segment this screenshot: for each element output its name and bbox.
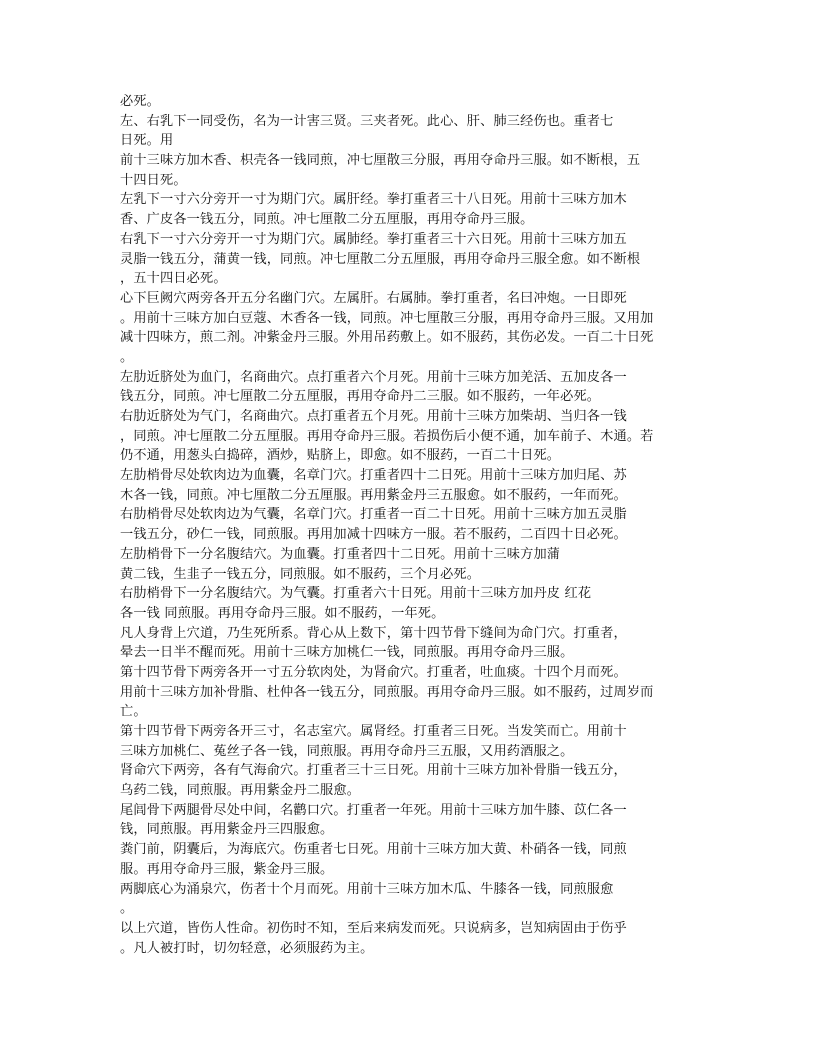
text-line: 减十四味方，煎二剂。冲紫金丹三服。外用吊药敷上。如不服药，其伤必发。一百二十日死 [120, 330, 654, 346]
text-line: 用前十三味方加补骨脂、杜仲各一钱五分，同煎服。再用夺命丹三服。如不服药，过周岁而 [120, 684, 654, 700]
text-line: 服。再用夺命丹三服，紫金丹三服。 [120, 861, 334, 877]
text-line: 粪门前，阴囊后，为海底穴。伤重者七日死。用前十三味方加大黄、朴硝各一钱，同煎 [120, 842, 627, 858]
text-line: 右肋梢骨尽处软肉边为气囊，名章门穴。打重者一百二十日死。用前十三味方加五灵脂 [120, 507, 627, 523]
text-line: 右肋梢骨下一分名腹结穴。为气囊。打重者六十日死。用前十三味方加丹皮 红花 [120, 586, 592, 602]
text-line: 仍不通，用葱头白捣碎，酒炒，贴脐上，即愈。如不服药，一百二十日死。 [120, 448, 561, 464]
text-line: 木各一钱，同煎。冲七厘散二分五厘服。再用紫金丹三五服愈。如不服药，一年而死。 [120, 487, 627, 503]
text-line: 左乳下一寸六分旁开一寸为期门穴。属肝经。拳打重者三十八日死。用前十三味方加木 [120, 192, 627, 208]
text-line: 钱五分，同煎。冲七厘散二分五厘服，再用夺命丹二三服。如不服药，一年必死。 [120, 389, 601, 405]
text-line: 凡人身背上穴道，乃生死所系。背心从上数下，第十四节骨下缝间为命门穴。打重者， [120, 625, 627, 641]
text-line: ，五十四日必死。 [120, 271, 227, 287]
text-line: 尾闾骨下两腿骨尽处中间，名鹳口穴。打重者一年死。用前十三味方加牛膝、苡仁各一 [120, 802, 627, 818]
text-line: 香、广皮各一钱五分，同煎。冲七厘散二分五厘服，再用夺命丹三服。 [120, 212, 534, 228]
text-line: ，同煎。冲七厘散二分五厘服。再用夺命丹三服。若损伤后小便不通，加车前子、木通。若 [120, 428, 654, 444]
text-line: 心下巨阙穴两旁各开五分名幽门穴。左属肝。右属肺。拳打重者，名曰冲炮。一日即死 [120, 290, 627, 306]
text-line: 十四日死。 [120, 172, 187, 188]
text-line: 灵脂一钱五分，蒲黄一钱，同煎。冲七厘散二分五厘服，再用夺命丹三服全愈。如不断根 [120, 251, 641, 267]
text-line: 左肋梢骨下一分名腹结穴。为血囊。打重者四十二日死。用前十三味方加蒲 [120, 546, 561, 562]
text-line: 黄二钱，生韭子一钱五分，同煎服。如不服药，三个月必死。 [120, 566, 481, 582]
text-line: 肾命穴下两旁，各有气海俞穴。打重者三十三日死。用前十三味方加补骨脂一钱五分， [120, 763, 627, 779]
text-line: 。用前十三味方加白豆蔻、木香各一钱，同煎。冲七厘散三分服，再用夺命丹三服。又用加 [120, 310, 654, 326]
text-line: 晕去一日半不醒而死。用前十三味方加桃仁一钱，同煎服。再用夺命丹三服。 [120, 645, 574, 661]
text-line: 以上穴道，皆伤人性命。初伤时不知，至后来病发而死。只说病多，岂知病固由于伤乎 [120, 920, 627, 936]
text-line: 两脚底心为涌泉穴，伤者十个月而死。用前十三味方加木瓜、牛膝各一钱，同煎服愈 [120, 881, 614, 897]
text-line: 左肋梢骨尽处软肉边为血囊，名章门穴。打重者四十二日死。用前十三味方加归尾、苏 [120, 468, 627, 484]
text-line: 乌药二钱，同煎服。再用紫金丹二服愈。 [120, 783, 361, 799]
text-line: 各一钱 同煎服。再用夺命丹三服。如不服药，一年死。 [120, 605, 445, 621]
text-line: 第十四节骨下两旁各开三寸，名志室穴。属肾经。打重者三日死。当发笑而亡。用前十 [120, 724, 627, 739]
text-line: 一钱五分，砂仁一钱，同煎服。再用加减十四味方一服。若不服药，二百四十日必死。 [120, 527, 627, 543]
text-line: 。 [120, 349, 134, 365]
text-line: 日死。用 [120, 133, 174, 149]
text-line: 左肋近脐处为血门，名商曲穴。点打重者六个月死。用前十三味方加羌活、五加皮各一 [120, 369, 627, 385]
text-line: 钱，同煎服。再用紫金丹三四服愈。 [120, 822, 334, 838]
text-line: 右肋近脐处为气门，名商曲穴。点打重者五个月死。用前十三味方加柴胡、当归各一钱 [120, 409, 627, 424]
document-body [120, 92, 700, 958]
text-line: 左、右乳下一同受伤，名为一计害三贤。三夹者死。此心、肝、肺三经伤也。重者七 [120, 113, 614, 129]
text-line: 第十四节骨下两旁各开一寸五分软肉处，为肾俞穴。打重者，吐血痰。十四个月而死。 [120, 664, 627, 680]
text-line: 。 [120, 901, 134, 917]
text-line: 右乳下一寸六分旁开一寸为期门穴。属肺经。拳打重者三十六日死。用前十三味方加五 [120, 231, 627, 247]
text-line: 三味方加桃仁、菟丝子各一钱，同煎服。再用夺命丹三五服，又用药酒服之。 [120, 743, 574, 759]
text-line: 亡。 [120, 704, 147, 720]
text-line: 前十三味方加木香、枳壳各一钱同煎，冲七厘散三分服，再用夺命丹三服。如不断根，五 [120, 153, 641, 169]
text-line: 。凡人被打时，切勿轻意，必须服药为主。 [120, 940, 374, 956]
text-line: 必死。 [120, 94, 161, 109]
